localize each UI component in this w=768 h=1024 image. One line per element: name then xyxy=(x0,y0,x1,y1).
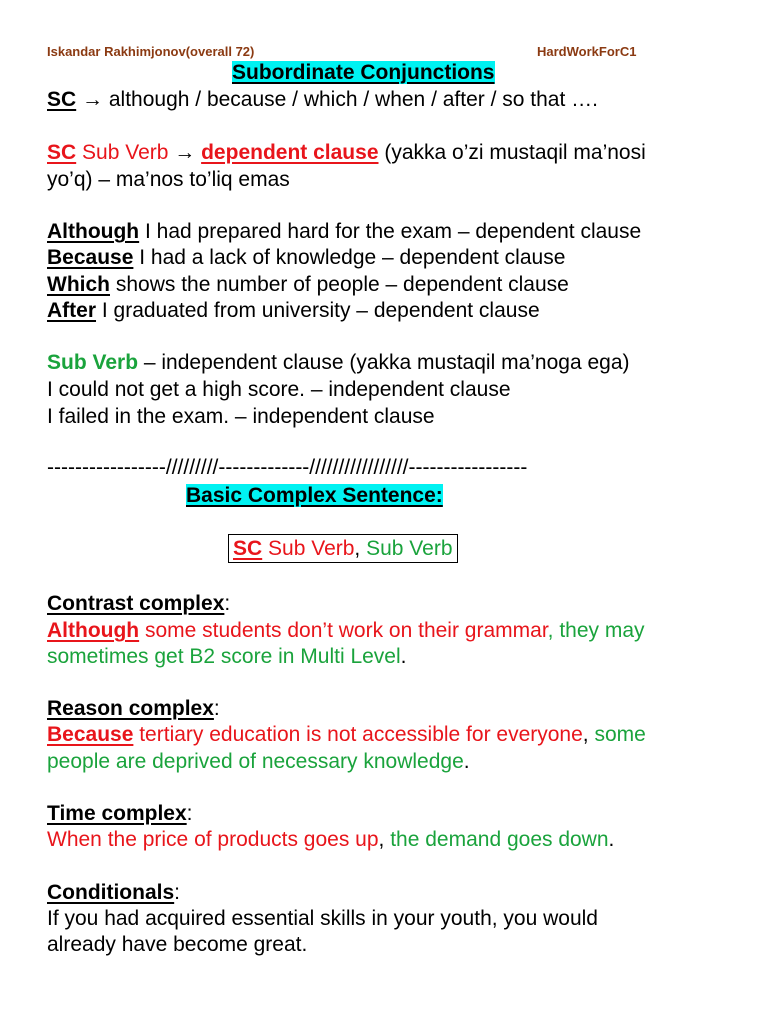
formula-box xyxy=(228,536,458,562)
sc-list-line xyxy=(47,87,598,113)
sc-label: SC xyxy=(47,141,77,164)
period: . xyxy=(400,645,407,668)
dep-example xyxy=(47,219,641,245)
dep-example xyxy=(47,298,540,324)
section-heading: Conditionals xyxy=(47,881,175,904)
reason-example-line2 xyxy=(47,749,470,775)
formula-border xyxy=(228,534,458,563)
indep-example: I failed in the exam. – independent clause xyxy=(47,405,435,428)
basic-heading xyxy=(186,483,443,509)
page-title xyxy=(232,60,495,86)
definition-text: – independent clause (yakka mustaqil ma’noga ega) xyxy=(138,351,630,374)
independent-clause: people are deprived of necessary knowledge xyxy=(47,750,464,773)
section-heading: Contrast complex xyxy=(47,592,225,615)
sub-verb-independent: Sub Verb xyxy=(366,537,453,560)
example-text: I graduated from university – dependent clause xyxy=(96,299,540,322)
conjunction-word: Although xyxy=(47,220,140,243)
time-heading xyxy=(47,801,193,827)
section-heading: Reason complex xyxy=(47,697,214,720)
conjunction-word: Although xyxy=(47,619,140,642)
sc-list-text: although / because / which / when / after / so that …. xyxy=(108,88,598,111)
time-example xyxy=(47,827,614,853)
independent-clause: they may xyxy=(559,619,645,642)
dependent-clause: When the price of products goes up xyxy=(47,828,379,851)
section-heading: Time complex xyxy=(47,802,187,825)
author-header: Iskandar Rakhimjonov(overall 72) xyxy=(47,44,255,59)
sub-verb-text: Sub Verb xyxy=(76,141,175,164)
colon: : xyxy=(213,697,220,720)
indep-example: I could not get a high score. – independent clause xyxy=(47,378,511,401)
tag-header: HardWorkForC1 xyxy=(537,44,637,59)
independent-definition xyxy=(47,350,630,376)
example-text: shows the number of people – dependent clause xyxy=(110,273,569,296)
title-text: Subordinate Conjunctions xyxy=(232,61,495,84)
conjunction-word: After xyxy=(47,299,97,322)
sc-label: SC xyxy=(233,537,263,560)
period: . xyxy=(463,750,470,773)
independent-clause: sometimes get B2 score in Multi Level xyxy=(47,645,401,668)
arrow-icon: → xyxy=(76,88,109,111)
conjunction-word: Because xyxy=(47,723,134,746)
comma: , xyxy=(354,537,367,560)
independent-clause: some xyxy=(594,723,646,746)
sub-verb-dependent: Sub Verb xyxy=(262,537,355,560)
sc-label: SC xyxy=(47,88,77,111)
colon: : xyxy=(224,592,231,615)
comma: , xyxy=(547,619,560,642)
contrast-heading xyxy=(47,591,230,617)
dependent-clause-term: dependent clause xyxy=(201,141,379,164)
contrast-example-line2 xyxy=(47,644,407,670)
divider-line: -----------------/////////-------------/////////////////----------------- xyxy=(47,456,528,479)
dependent-definition xyxy=(47,140,646,166)
example-text: I had prepared hard for the exam – dependent clause xyxy=(139,220,642,243)
dependent-clause: tertiary education is not accessible for everyone xyxy=(133,723,583,746)
example-text: I had a lack of knowledge – dependent clause xyxy=(133,246,566,269)
conjunction-word: Because xyxy=(47,246,134,269)
sub-verb-term: Sub Verb xyxy=(47,351,139,374)
conditionals-example-line1: If you had acquired essential skills in your youth, you would xyxy=(47,907,598,930)
comma: , xyxy=(378,828,391,851)
reason-heading xyxy=(47,696,220,722)
reason-example-line1 xyxy=(47,722,646,748)
dependent-clause: some students don’t work on their grammar xyxy=(139,619,548,642)
definition-text: (yakka o’zi mustaqil ma’nosi xyxy=(378,141,646,164)
contrast-example-line1 xyxy=(47,618,645,644)
comma: , xyxy=(582,723,595,746)
colon: : xyxy=(186,802,193,825)
conditionals-heading xyxy=(47,880,180,906)
dep-example xyxy=(47,245,565,271)
independent-clause: the demand goes down xyxy=(390,828,609,851)
conjunction-word: Which xyxy=(47,273,110,296)
period: . xyxy=(608,828,615,851)
colon: : xyxy=(174,881,181,904)
dependent-definition-cont: yo’q) – ma’nos to’liq emas xyxy=(47,168,290,191)
arrow-icon: → xyxy=(174,141,202,164)
dep-example xyxy=(47,272,569,298)
basic-heading-text: Basic Complex Sentence: xyxy=(186,484,443,507)
conditionals-example-line2: already have become great. xyxy=(47,933,308,956)
